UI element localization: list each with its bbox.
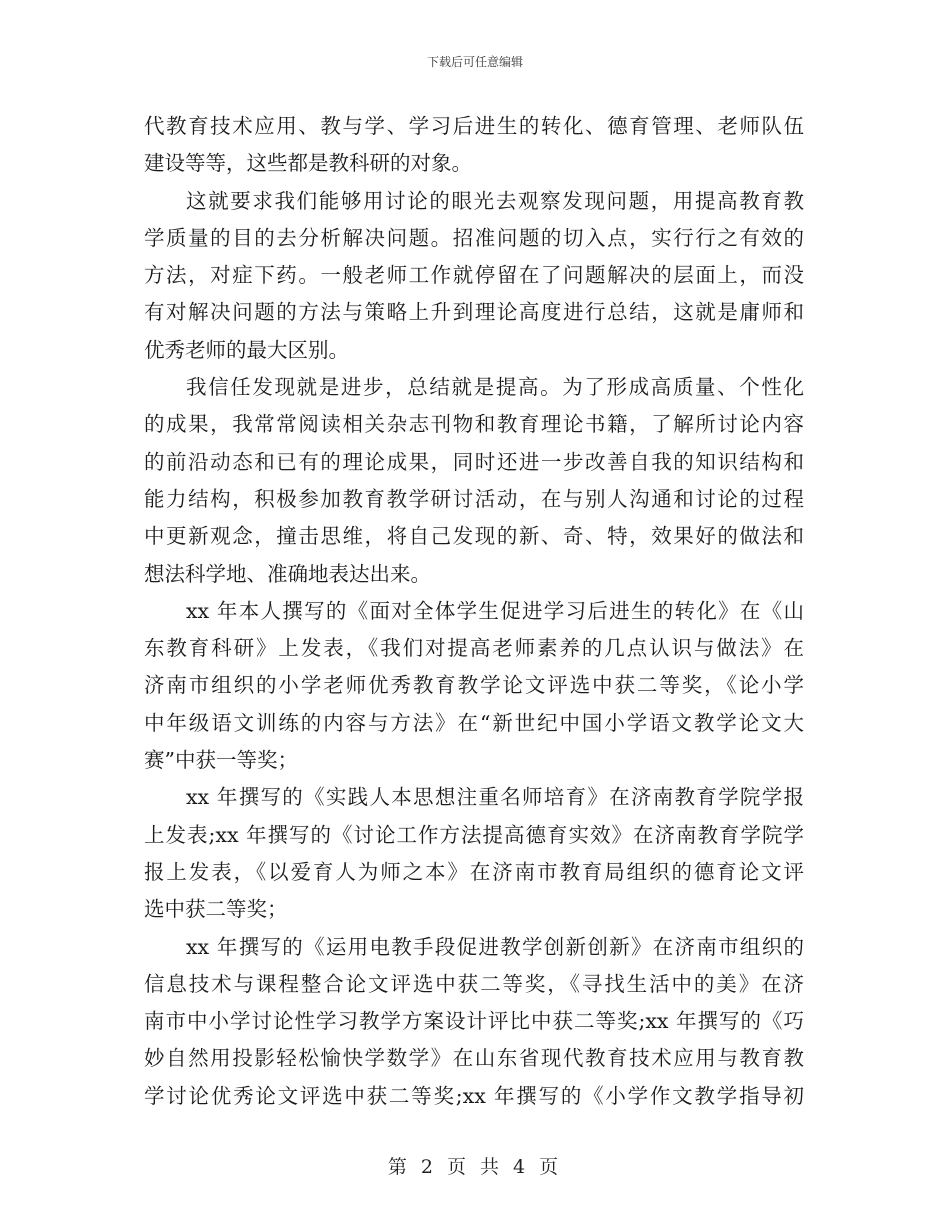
text-line: 赛”中获一等奖； [144,748,298,773]
text-line: 这就要求我们能够用讨论的眼光去观察发现问题，用提高教育教 [186,188,804,213]
text-line: xx 年撰写的《运用电教手段促进教学创新创新》在济南市组织的 [186,934,804,959]
text-line: 妙自然用投影轻松愉快学数学》在山东省现代教育技术应用与教育教 [144,1046,804,1071]
page-header: 下载后可任意编辑 [426,55,523,69]
text-line: 优秀老师的最大区别。 [144,337,349,362]
text-line: 学讨论优秀论文评选中获二等奖;xx 年撰写的《小学作文教学指导初 [144,1083,804,1108]
page-number: 第 2 页 共 4 页 [387,1156,563,1178]
text-line: 有对解决问题的方法与策略上升到理论高度进行总结，这就是庸师和 [144,300,804,325]
text-line: 学质量的目的去分析解决问题。招准问题的切入点，实行行之有效的 [144,225,804,250]
text-line: 的前沿动态和已有的理论成果，同时还进一步改善自我的知识结构和 [144,449,804,474]
text-line: 上发表;xx 年撰写的《讨论工作方法提高德育实效》在济南教育学院学 [144,822,804,847]
text-line: 信息技术与课程整合论文评选中获二等奖，《寻找生活中的美》在济 [144,971,804,996]
text-line: 济南市组织的小学老师优秀教育教学论文评选中获二等奖，《论小学 [144,673,804,698]
text-line: 中更新观念，撞击思维，将自己发现的新、奇、特，效果好的做法和 [144,524,804,549]
document-body [144,108,804,1115]
text-line: 建设等等，这些都是教科研的对象。 [144,151,472,176]
text-line: 方法，对症下药。一般老师工作就停留在了问题解决的层面上，而没 [144,263,804,288]
text-line: xx 年本人撰写的《面对全体学生促进学习后进生的转化》在《山 [186,598,804,623]
text-line: xx 年撰写的《实践人本思想注重名师培育》在济南教育学院学报 [186,785,804,810]
text-line: 的成果，我常常阅读相关杂志刊物和教育理论书籍，了解所讨论内容 [144,412,804,437]
text-line: 想法科学地、准确地表达出来。 [144,561,431,586]
text-line: 报上发表，《以爱育人为师之本》在济南市教育局组织的德育论文评 [144,859,804,884]
text-line: 东教育科研》上发表，《我们对提高老师素养的几点认识与做法》在 [144,636,804,661]
text-line: 选中获二等奖； [144,897,288,922]
text-line: 中年级语文训练的内容与方法》在“新世纪中国小学语文教学论文大 [144,710,804,735]
text-line: 南市中小学讨论性学习教学方案设计评比中获二等奖;xx 年撰写的《巧 [144,1009,804,1034]
text-line: 我信任发现就是进步，总结就是提高。为了形成高质量、个性化 [186,375,804,400]
text-line: 能力结构，积极参加教育教学研讨活动，在与别人沟通和讨论的过程 [144,486,804,511]
text-line: 代教育技术应用、教与学、学习后进生的转化、德育管理、老师队伍 [144,114,804,138]
